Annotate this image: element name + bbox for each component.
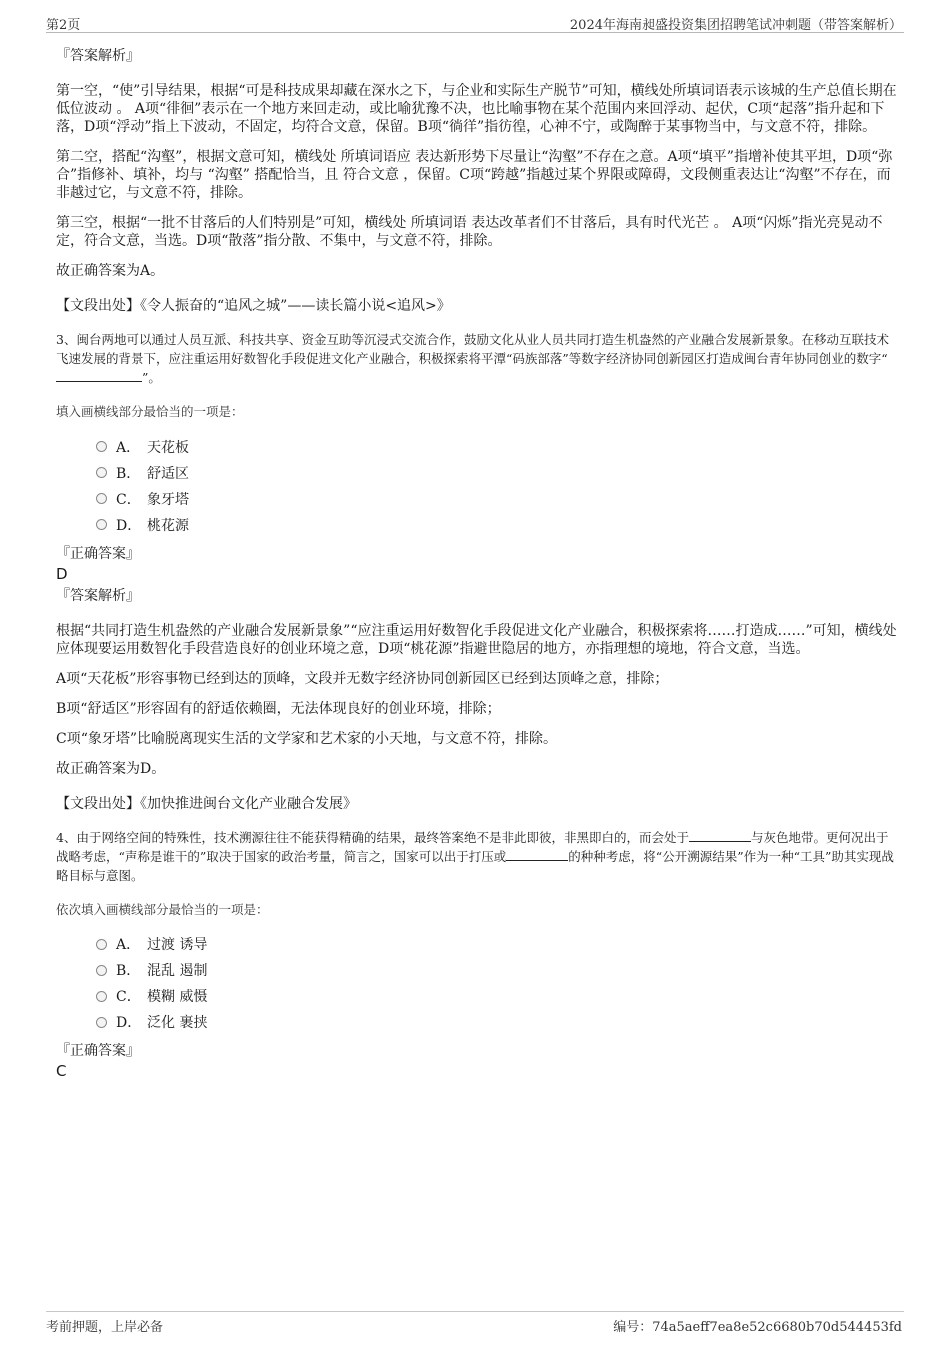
option-letter: D． — [116, 1015, 142, 1031]
radio-button-icon[interactable] — [96, 519, 107, 530]
analysis-paragraph: 第三空，根据“一批不甘落后的人们特别是”可知，横线处 所填词语 表达改革者们不甘落后，具有时代光芒 。 A项“闪烁”指光亮晃动不定，符合文意，当选。D项“散落”指分散、不集中，与文意不符，排除。 — [56, 215, 883, 249]
answer-blank — [506, 848, 568, 861]
correct-answer-label: 『正确答案』 — [56, 545, 140, 562]
page-header — [46, 14, 904, 33]
option-letter: A． — [116, 937, 141, 953]
options-list — [96, 434, 898, 538]
footer-slogan: 考前押题，上岸必备 — [46, 1320, 164, 1335]
document-id: 编号：74a5aeff7ea8e52c6680b70d544453fd — [613, 1320, 902, 1335]
option-text: 模糊 威慑 — [147, 989, 208, 1005]
analysis-label: 『答案解析』 — [56, 587, 140, 604]
analysis-paragraph: 根据“共同打造生机盎然的产业融合发展新景象”“应注重运用好数智化手段促进文化产业融合，积极探索将……打造成……”可知，横线处应体现要运用数智化手段营造良好的创业环境之意，D项“桃花源”指避世隐居的地方，亦指理想的境地，符合文意，当选。 — [56, 622, 897, 657]
analysis-paragraph: 第二空，搭配“沟壑”，根据文意可知，横线处 所填词语应 表达新形势下尽量让“沟壑”不存在之意。A项“填平”指增补使其平坦，D项“弥合”指修补、填补，均与 “沟壑” 搭配恰当，且 符合文意 ，保留。C项“跨越”指越过某个界限或障碍，文段侧重表达让“沟壑”不存在，而非越过它，与文意不符，排除。 — [56, 149, 893, 201]
option-b[interactable] — [96, 460, 898, 486]
option-letter: B． — [116, 465, 141, 482]
option-text: 桃花源 — [147, 517, 189, 534]
radio-button-icon[interactable] — [96, 493, 107, 504]
analysis-paragraph: A项“天花板”形容事物已经到达的顶峰，文段并无数字经济协同创新园区已经到达顶峰之意，排除； — [56, 670, 669, 687]
option-text: 舒适区 — [147, 465, 189, 482]
radio-button-icon[interactable] — [96, 441, 107, 452]
radio-button-icon[interactable] — [96, 991, 107, 1002]
radio-button-icon[interactable] — [96, 1017, 107, 1028]
analysis-paragraph: 第一空，“使”引导结果，根据“可是科技成果却藏在深水之下，与企业和实际生产脱节”可知，横线处所填词语表示该城的生产总值长期在低位波动 。 A项“徘徊”表示在一个地方来回走动，或比喻犹豫不决，也比喻事物在某个范围内来回浮动、起伏，C项“起落”指升起和下落，D项“浮动”指上下波动，不固定，均符合文意，保留。B项“徜徉”指彷徨，心神不宁，或陶醉于某事物当中，与文意不符，排除。 — [56, 83, 897, 135]
passage-source: 【文段出处】《加快推进闽台文化产业融合发展》 — [56, 795, 357, 812]
page-content — [56, 46, 898, 1081]
option-text: 泛化 裹挟 — [147, 1015, 208, 1031]
analysis-paragraph: C项“象牙塔”比喻脱离现实生活的文学家和艺术家的小天地，与文意不符，排除。 — [56, 730, 558, 747]
question-prompt: 依次填入画横线部分最恰当的一项是： — [56, 901, 269, 917]
option-text: 混乱 遏制 — [147, 963, 208, 979]
page-number: 第2页 — [46, 18, 81, 33]
option-a[interactable] — [96, 434, 898, 460]
options-list — [96, 931, 898, 1035]
radio-button-icon[interactable] — [96, 467, 107, 478]
option-b[interactable] — [96, 957, 898, 983]
option-a[interactable] — [96, 931, 898, 957]
option-text: 过渡 诱导 — [147, 937, 208, 953]
answer-conclusion: 故正确答案为D。 — [56, 760, 166, 777]
option-d[interactable] — [96, 1009, 898, 1035]
page-footer — [46, 1311, 904, 1334]
radio-button-icon[interactable] — [96, 965, 107, 976]
correct-answer-label: 『正确答案』 — [56, 1043, 140, 1059]
analysis-label: 『答案解析』 — [56, 48, 140, 64]
question-3-text: 3、闽台两地可以通过人员互派、科技共享、资金互助等沉浸式交流合作，鼓励文化从业人员共同打造生机盎然的产业融合发展新景象。在移动互联技术飞速发展的背景下，应注重运用好数智化手段促进文化产业融合，积极探索将平潭“码族部落”等数字经济协同创新园区打造成闽台青年协同创业的数字“”。 — [56, 332, 889, 385]
option-d[interactable] — [96, 512, 898, 538]
option-text: 天花板 — [147, 439, 189, 456]
answer-blank — [689, 829, 751, 842]
answer-conclusion: 故正确答案为A。 — [56, 263, 165, 279]
option-c[interactable] — [96, 983, 898, 1009]
option-letter: C． — [116, 491, 141, 508]
passage-source: 【文段出处】《令人振奋的“追风之城”——读长篇小说<追风>》 — [56, 298, 451, 314]
radio-button-icon[interactable] — [96, 939, 107, 950]
option-letter: C． — [116, 989, 141, 1005]
correct-answer: D — [56, 564, 68, 583]
question-4-text: 4、由于网络空间的特殊性，技术溯源往往不能获得精确的结果，最终答案绝不是非此即彼，非黑即白的，而会处于 与灰色地带。更何况出于战略考虑，“声称是谁干的”取决于国家的政治考量，简言之，国家可以出于打压或 的种种考虑，将“公开溯源结果”作为一种“工具”助其实现战略目标与意图。 — [56, 829, 894, 883]
question-prompt: 填入画横线部分最恰当的一项是： — [56, 404, 244, 419]
analysis-paragraph: B项“舒适区”形容固有的舒适依赖圈，无法体现良好的创业环境，排除； — [56, 700, 501, 717]
option-text: 象牙塔 — [147, 491, 189, 508]
option-c[interactable] — [96, 486, 898, 512]
correct-answer: C — [56, 1062, 67, 1080]
document-title: 2024年海南昶盛投资集团招聘笔试冲刺题（带答案解析） — [569, 18, 902, 33]
answer-blank — [56, 369, 142, 382]
option-letter: D． — [116, 517, 142, 534]
option-letter: B． — [116, 963, 141, 979]
option-letter: A． — [116, 439, 141, 456]
